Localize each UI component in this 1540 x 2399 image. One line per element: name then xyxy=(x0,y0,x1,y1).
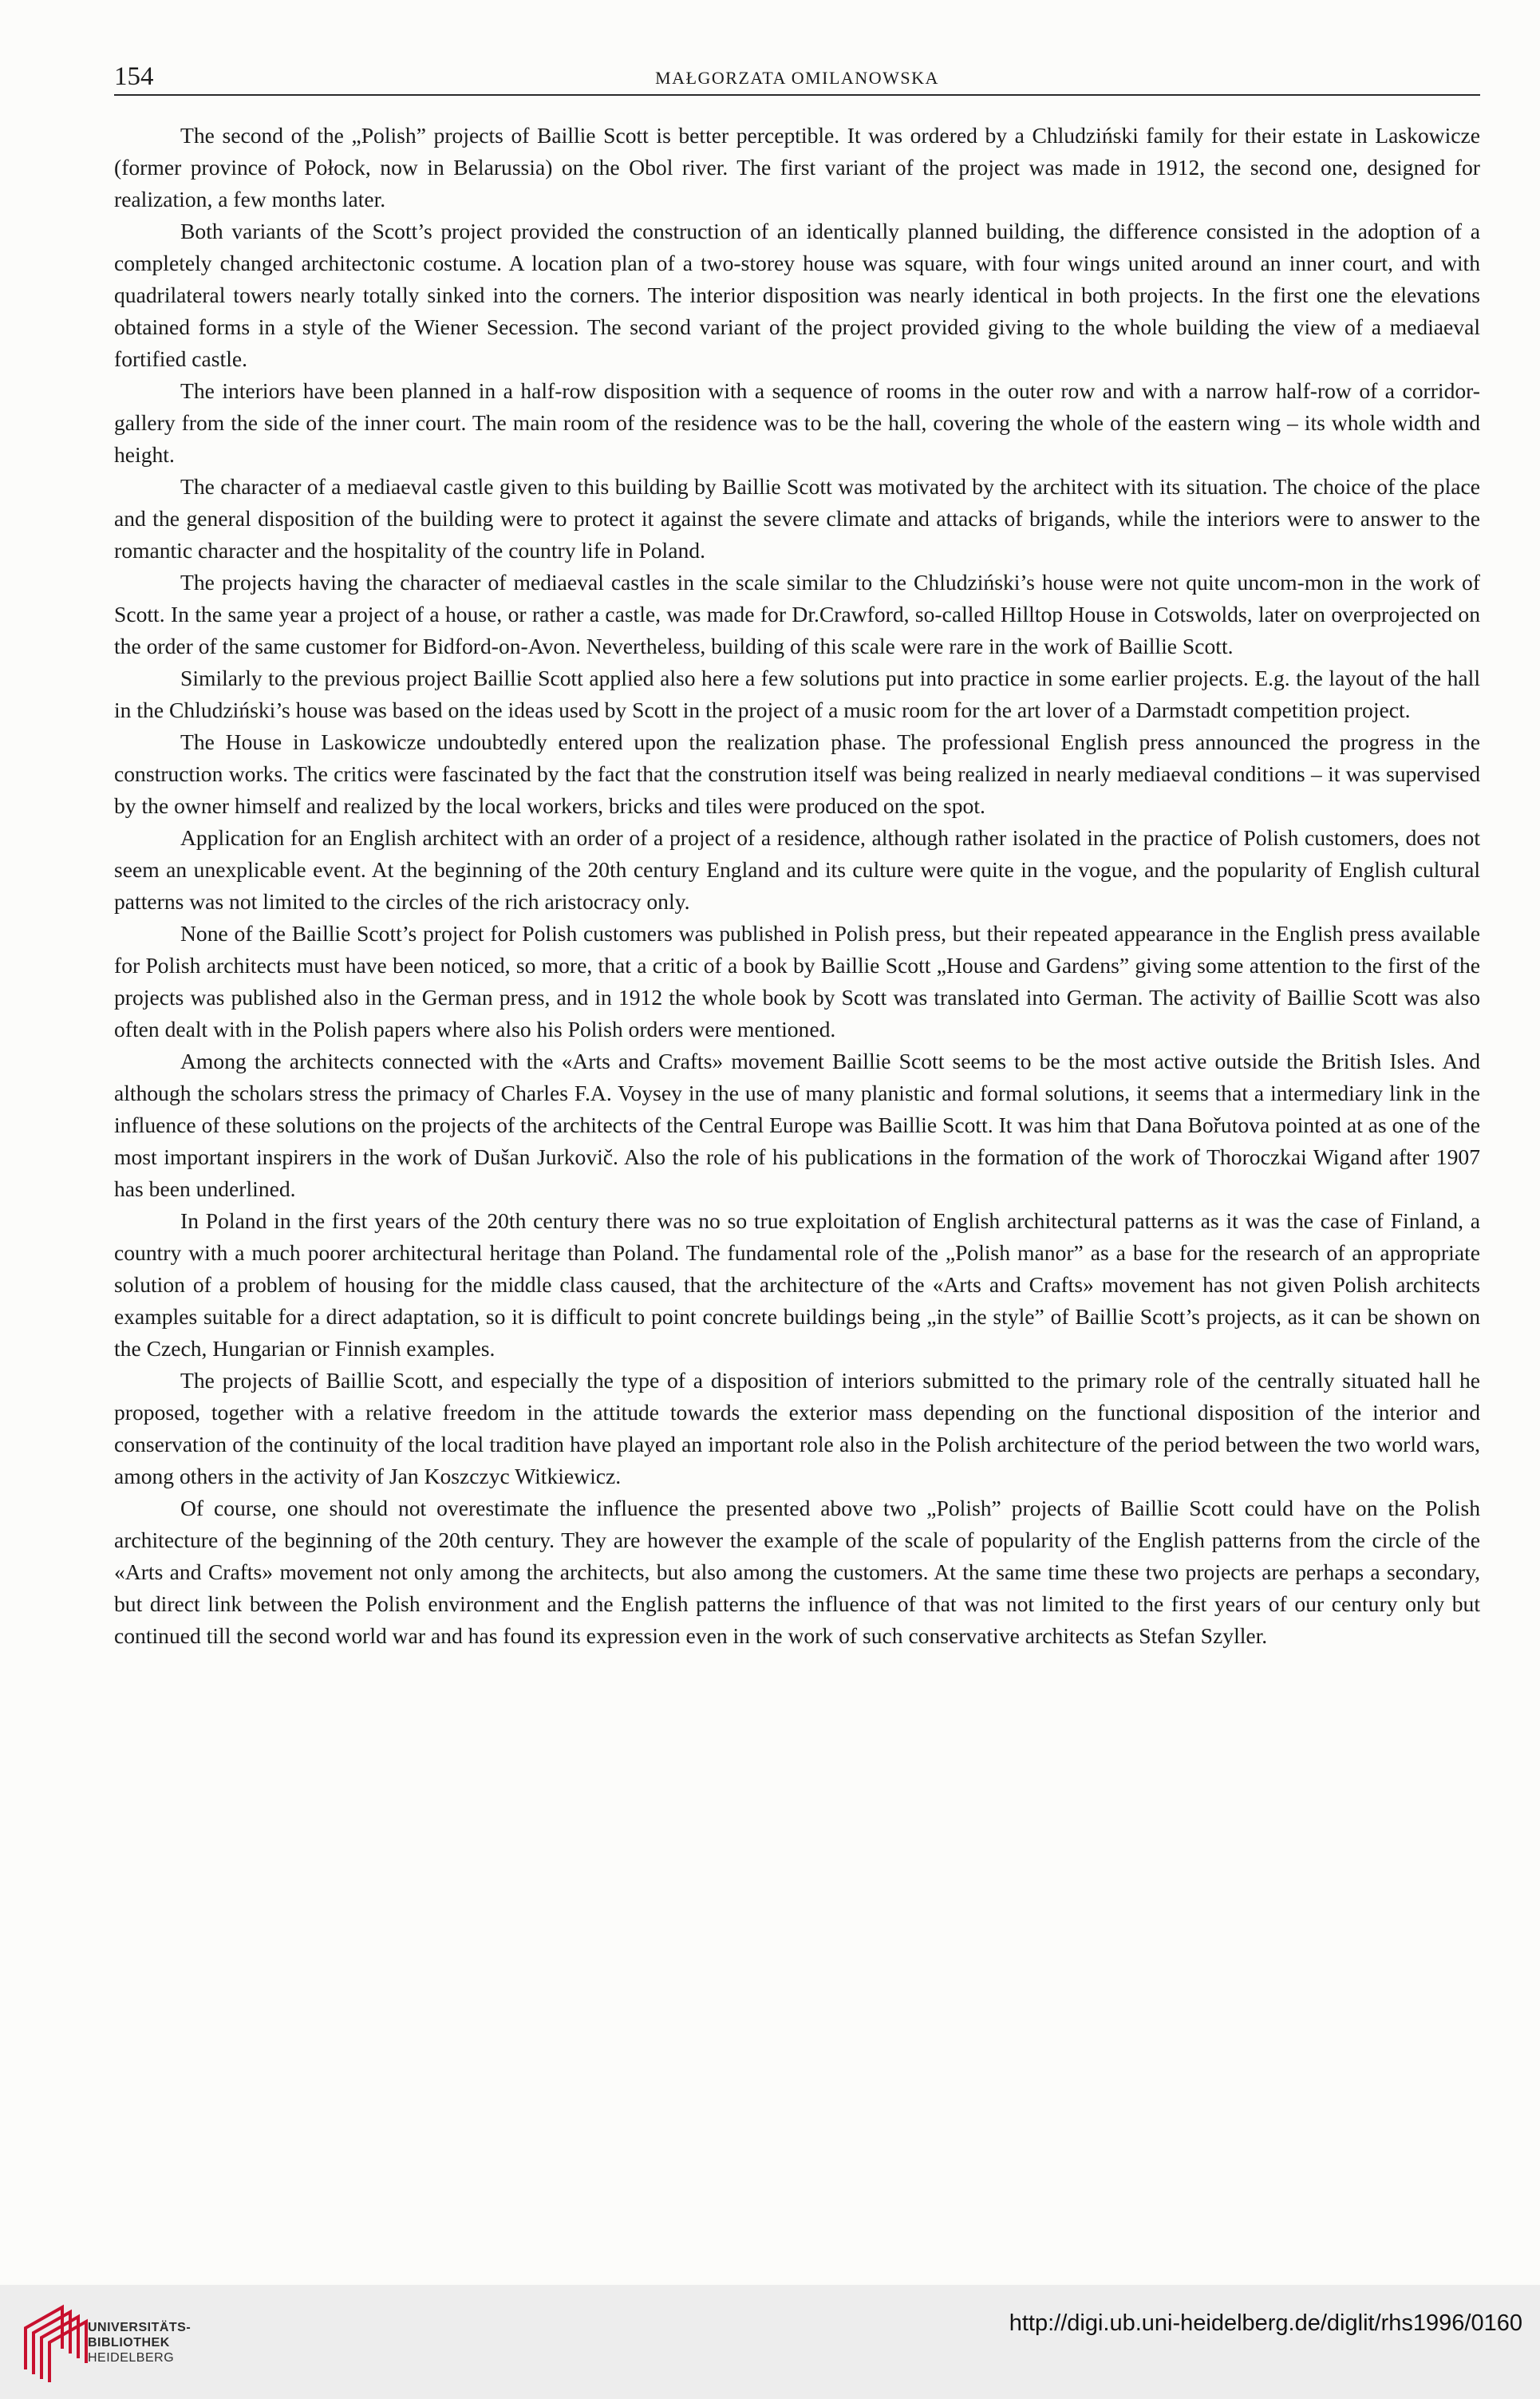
paragraph: The projects having the character of mediaeval castles in the scale similar to the Chludziński’s house were not quite uncom-mon in the work of Scott. In the same year a project of a house, or rather a castle, was made for Dr.Crawford, so-called Hilltop House in Cotswolds, later on overprojected on the order of the same customer for Bidford-on-Avon. Nevertheless, building of this scale were rare in the work of Baillie Scott. xyxy=(114,570,1480,658)
paragraph: Both variants of the Scott’s project provided the construction of an identically planned building, the difference consisted in the adoption of a completely changed architectonic costume. A location plan of a two-storey house was square, with four wings united around an inner court, and with quadrilateral towers nearly totally sinked into the corners. The interior disposition was nearly identical in both projects. In the first one the elevations obtained forms in a style of the Wiener Secession. The second variant of the project provided giving to the whole building the view of a mediaeval fortified castle. xyxy=(114,219,1480,371)
library-logo-icon[interactable] xyxy=(14,2304,91,2384)
paragraph: None of the Baillie Scott’s project for Polish customers was published in Polish press, but their repeated appearance in the English press available for Polish architects must have been noticed, so more, that a critic of a book by Baillie Scott „House and Gardens” giving some attention to the first of the projects was published also in the German press, and in 1912 the whole book by Scott was translated into German. The activity of Baillie Scott was also often dealt with in the Polish papers where also his Polish orders were mentioned. xyxy=(114,921,1480,1041)
running-head: MAŁGORZATA OMILANOWSKA xyxy=(655,68,939,88)
page-number: 154 xyxy=(114,62,154,91)
library-name-line: UNIVERSITÄTS- xyxy=(88,2321,192,2334)
paragraph: Of course, one should not overestimate the influence the presented above two „Polish” projects of Baillie Scott could have on the Polish architecture of the beginning of the 20th century. They are however the example of the scale of popularity of the English patterns from the circle of the «Arts and Crafts» movement not only among the architects, but also among the customers. At the same time these two projects are perhaps a secondary, but direct link between the Polish environment and the English patterns the influence of that was not limited to the first years of our century only but continued till the second world war and has found its expression even in the work of such conservative architects as Stefan Szyller. xyxy=(114,1496,1480,1648)
paragraph: The interiors have been planned in a half-row disposition with a sequence of rooms in the outer row and with a narrow half-row of a corridor-gallery from the side of the inner court. The main room of the residence was to be the hall, covering the whole of the eastern wing – its whole width and height. xyxy=(114,378,1480,467)
library-name-line: HEIDELBERG xyxy=(88,2351,175,2365)
paragraph: The House in Laskowicze undoubtedly entered upon the realization phase. The professional English press announced the progress in the construction works. The critics were fascinated by the fact that the constrution itself was being realized in nearly mediaeval conditions – it was supervised by the owner himself and realized by the local workers, bricks and tiles were produced on the spot. xyxy=(114,729,1480,818)
paragraph: In Poland in the first years of the 20th century there was no so true exploitation of English architectural patterns as it was the case of Finland, a country with a much poorer architectural heritage than Poland. The fundamental role of the „Polish manor” as a base for the research of an appropriate solution of a problem of housing for the middle class caused, that the architecture of the «Arts and Crafts» movement has not given Polish architects examples suitable for a direct adaptation, so it is difficult to point concrete buildings being „in the style” of Baillie Scott’s projects, as it can be shown on the Czech, Hungarian or Finnish examples. xyxy=(114,1208,1480,1361)
paragraph: Similarly to the previous project Baillie Scott applied also here a few solutions put into practice in some earlier projects. E.g. the layout of the hall in the Chludziński’s house was based on the ideas used by Scott in the project of a music room for the art lover of a Darmstadt competition project. xyxy=(114,666,1480,722)
footer-band xyxy=(0,2285,1540,2399)
paragraph: Application for an English architect with an order of a project of a residence, although rather isolated in the practice of Polish customers, does not seem an unexplicable event. At the beginning of the 20th century England and its culture were quite in the vogue, and the popularity of English cultural patterns was not limited to the circles of the rich aristocracy only. xyxy=(114,825,1480,914)
page-header xyxy=(114,62,1480,96)
paragraph: The projects of Baillie Scott, and especially the type of a disposition of interiors submitted to the primary role of the centrally situated hall he proposed, together with a relative freedom in the attitude towards the exterior mass depending on the functional disposition of the interior and conservation of the continuity of the local tradition have played an important role also in the Polish architecture of the period between the two world wars, among others in the activity of Jan Koszczyc Witkiewicz. xyxy=(114,1368,1480,1488)
paragraph: The second of the „Polish” projects of Baillie Scott is better perceptible. It was ordered by a Chludziński family for their estate in Laskowicze (former province of Połock, now in Belarussia) on the Obol river. The first variant of the project was made in 1912, the second one, designed for realization, a few months later. xyxy=(114,123,1480,211)
library-name-line: BIBLIOTHEK xyxy=(88,2336,170,2350)
library-name xyxy=(88,2320,191,2365)
paragraph: The character of a mediaeval castle given to this building by Baillie Scott was motivated by the architect with its situation. The choice of the place and the general disposition of the building were to protect it against the severe climate and attacks of brigands, while the interiors were to answer to the romantic character and the hospitality of the country life in Poland. xyxy=(114,474,1480,563)
source-url-link[interactable]: http://digi.ub.uni-heidelberg.de/diglit/rhs1996/0160 xyxy=(1009,2310,1522,2336)
article-body xyxy=(114,120,1480,1652)
paragraph: Among the architects connected with the «Arts and Crafts» movement Baillie Scott seems to be the most active outside the British Isles. And although the scholars stress the primacy of Charles F.A. Voysey in the use of many planistic and formal solutions, it seems that a intermediary link in the influence of these solutions on the projects of the architects of the Central Europe was Baillie Scott. It was him that Dana Bořutova pointed at as one of the most important inspirers in the work of Dušan Jurkovič. Also the role of his publications in the formation of the work of Thoroczkai Wigand after 1907 has been underlined. xyxy=(114,1049,1480,1201)
